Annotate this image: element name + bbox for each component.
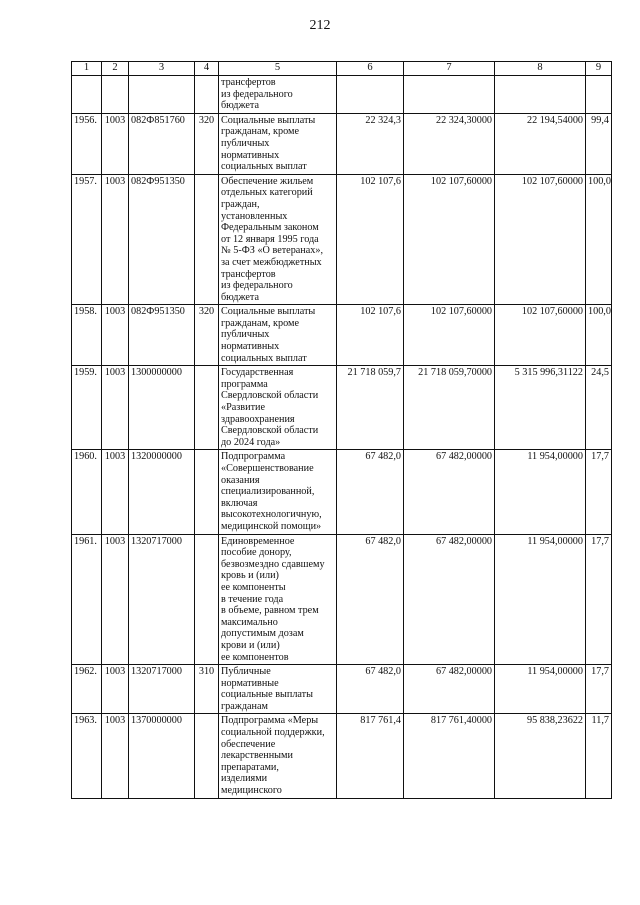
section-code-cell: 1003 bbox=[102, 665, 129, 714]
page-number: 212 bbox=[309, 18, 331, 33]
column-header: 5 bbox=[219, 62, 337, 76]
row-number-cell: 1963. bbox=[72, 714, 102, 798]
section-code-cell: 1003 bbox=[102, 714, 129, 798]
expense-type-cell bbox=[195, 366, 219, 450]
name-cell: Социальные выплаты гражданам, кроме публичных нормативных социальных выплат bbox=[219, 305, 337, 366]
percent-cell: 99,4 bbox=[586, 113, 612, 174]
amount-cell: 95 838,23622 bbox=[495, 714, 586, 798]
row-number-cell: 1960. bbox=[72, 450, 102, 534]
column-header: 6 bbox=[337, 62, 404, 76]
section-code-cell: 1003 bbox=[102, 366, 129, 450]
amount-cell: 67 482,0 bbox=[337, 534, 404, 665]
name-cell: Единовременное пособие донору, безвозмездно сдавшему кровь и (или) ее компоненты в течение года в объеме, равном трем максимально допустимым дозам крови и (или) ее компонентов bbox=[219, 534, 337, 665]
amount-cell bbox=[495, 76, 586, 114]
percent-cell: 100,0 bbox=[586, 305, 612, 366]
amount-cell: 11 954,00000 bbox=[495, 450, 586, 534]
expense-type-cell bbox=[195, 534, 219, 665]
section-code-cell: 1003 bbox=[102, 174, 129, 305]
section-code-cell: 1003 bbox=[102, 305, 129, 366]
amount-cell: 11 954,00000 bbox=[495, 534, 586, 665]
table-row bbox=[72, 76, 612, 114]
target-article-cell: 1300000000 bbox=[129, 366, 195, 450]
percent-cell bbox=[586, 76, 612, 114]
percent-cell: 24,5 bbox=[586, 366, 612, 450]
target-article-cell: 082Ф851760 bbox=[129, 113, 195, 174]
expense-type-cell bbox=[195, 714, 219, 798]
budget-table bbox=[71, 61, 612, 799]
table-row bbox=[72, 305, 612, 366]
table-row bbox=[72, 174, 612, 305]
column-header: 4 bbox=[195, 62, 219, 76]
section-code-cell bbox=[102, 76, 129, 114]
amount-cell: 22 324,3 bbox=[337, 113, 404, 174]
row-number-cell: 1956. bbox=[72, 113, 102, 174]
name-cell: Обеспечение жильем отдельных категорий граждан, установленных Федеральным законом от 12 января 1995 года № 5-ФЗ «О ветеранах», за счет межбюджетных трансфертов из федерального бюджета bbox=[219, 174, 337, 305]
amount-cell: 102 107,6 bbox=[337, 305, 404, 366]
amount-cell bbox=[404, 76, 495, 114]
table-row bbox=[72, 366, 612, 450]
amount-cell: 102 107,6 bbox=[337, 174, 404, 305]
table-row bbox=[72, 665, 612, 714]
name-cell: Подпрограмма «Меры социальной поддержки, обеспечение лекарственными препаратами, изделиями медицинского bbox=[219, 714, 337, 798]
name-cell: Государственная программа Свердловской области «Развитие здравоохранения Свердловской области до 2024 года» bbox=[219, 366, 337, 450]
amount-cell: 102 107,60000 bbox=[495, 305, 586, 366]
target-article-cell: 082Ф951350 bbox=[129, 174, 195, 305]
target-article-cell: 082Ф951350 bbox=[129, 305, 195, 366]
amount-cell: 67 482,00000 bbox=[404, 450, 495, 534]
amount-cell bbox=[337, 76, 404, 114]
expense-type-cell: 320 bbox=[195, 113, 219, 174]
amount-cell: 21 718 059,7 bbox=[337, 366, 404, 450]
expense-type-cell: 320 bbox=[195, 305, 219, 366]
target-article-cell: 1320717000 bbox=[129, 665, 195, 714]
table-row bbox=[72, 534, 612, 665]
row-number-cell: 1957. bbox=[72, 174, 102, 305]
table-row bbox=[72, 113, 612, 174]
amount-cell: 817 761,4 bbox=[337, 714, 404, 798]
percent-cell: 11,7 bbox=[586, 714, 612, 798]
column-header: 3 bbox=[129, 62, 195, 76]
amount-cell: 817 761,40000 bbox=[404, 714, 495, 798]
target-article-cell: 1370000000 bbox=[129, 714, 195, 798]
row-number-cell: 1958. bbox=[72, 305, 102, 366]
amount-cell: 102 107,60000 bbox=[495, 174, 586, 305]
table-row bbox=[72, 450, 612, 534]
row-number-cell: 1962. bbox=[72, 665, 102, 714]
name-cell: Публичные нормативные социальные выплаты гражданам bbox=[219, 665, 337, 714]
row-number-cell: 1961. bbox=[72, 534, 102, 665]
section-code-cell: 1003 bbox=[102, 534, 129, 665]
target-article-cell: 1320717000 bbox=[129, 534, 195, 665]
percent-cell: 17,7 bbox=[586, 450, 612, 534]
amount-cell: 67 482,00000 bbox=[404, 534, 495, 665]
amount-cell: 67 482,0 bbox=[337, 450, 404, 534]
section-code-cell: 1003 bbox=[102, 450, 129, 534]
amount-cell: 21 718 059,70000 bbox=[404, 366, 495, 450]
amount-cell: 22 194,54000 bbox=[495, 113, 586, 174]
section-code-cell: 1003 bbox=[102, 113, 129, 174]
target-article-cell bbox=[129, 76, 195, 114]
percent-cell: 100,0 bbox=[586, 174, 612, 305]
amount-cell: 67 482,0 bbox=[337, 665, 404, 714]
table-row bbox=[72, 714, 612, 798]
expense-type-cell bbox=[195, 450, 219, 534]
column-header: 9 bbox=[586, 62, 612, 76]
amount-cell: 102 107,60000 bbox=[404, 174, 495, 305]
amount-cell: 11 954,00000 bbox=[495, 665, 586, 714]
column-header: 8 bbox=[495, 62, 586, 76]
header-row bbox=[72, 62, 612, 76]
column-header: 2 bbox=[102, 62, 129, 76]
name-cell: Подпрограмма «Совершенствование оказания специализированной, включая высокотехнологичную, медицинской помощи» bbox=[219, 450, 337, 534]
percent-cell: 17,7 bbox=[586, 665, 612, 714]
name-cell: Социальные выплаты гражданам, кроме публичных нормативных социальных выплат bbox=[219, 113, 337, 174]
amount-cell: 22 324,30000 bbox=[404, 113, 495, 174]
row-number-cell bbox=[72, 76, 102, 114]
amount-cell: 5 315 996,31122 bbox=[495, 366, 586, 450]
row-number-cell: 1959. bbox=[72, 366, 102, 450]
target-article-cell: 1320000000 bbox=[129, 450, 195, 534]
expense-type-cell bbox=[195, 174, 219, 305]
amount-cell: 67 482,00000 bbox=[404, 665, 495, 714]
name-cell: трансфертов из федерального бюджета bbox=[219, 76, 337, 114]
column-header: 1 bbox=[72, 62, 102, 76]
column-header: 7 bbox=[404, 62, 495, 76]
expense-type-cell: 310 bbox=[195, 665, 219, 714]
percent-cell: 17,7 bbox=[586, 534, 612, 665]
expense-type-cell bbox=[195, 76, 219, 114]
amount-cell: 102 107,60000 bbox=[404, 305, 495, 366]
